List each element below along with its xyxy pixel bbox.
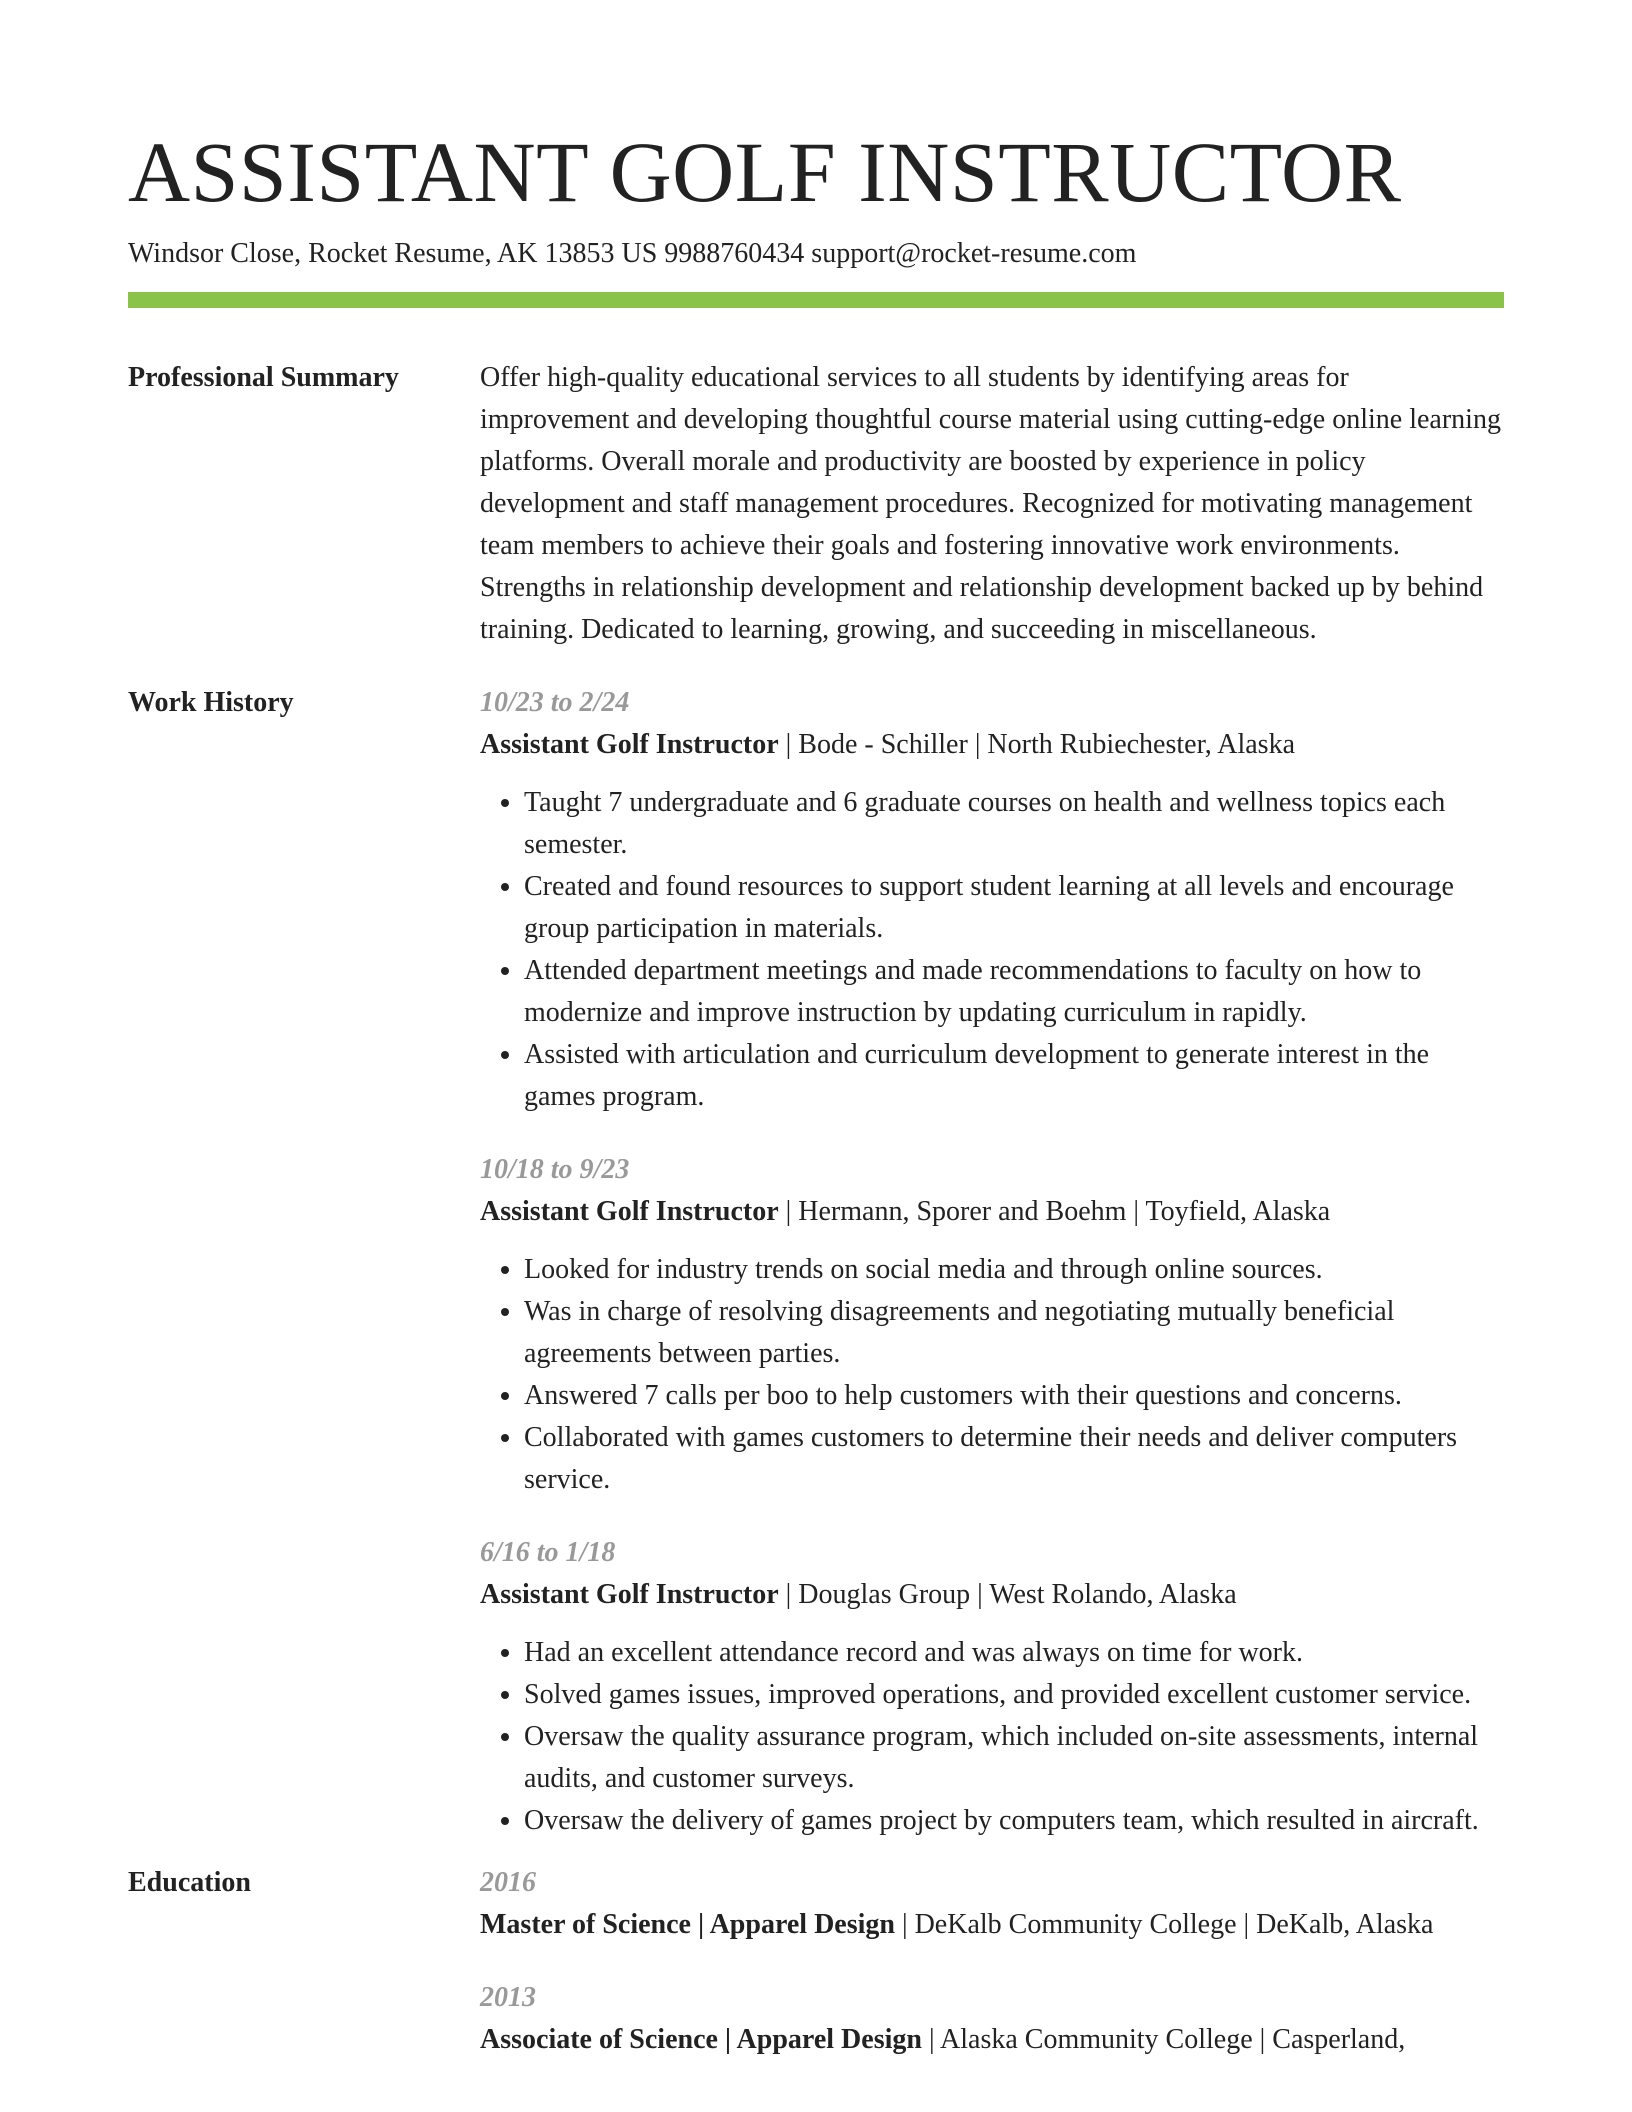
job-bullet: • Oversaw the delivery of games project by computers team, which resulted in aircraft. bbox=[524, 1800, 1504, 1842]
accent-divider bbox=[128, 292, 1504, 308]
job-title: Assistant Golf Instructor bbox=[480, 1196, 779, 1227]
job-location: Toyfield, Alaska bbox=[1145, 1196, 1331, 1227]
job-bullet: • Assisted with articulation and curriculum development to generate interest in the games program. bbox=[524, 1034, 1504, 1118]
job-bullet: • Taught 7 undergraduate and 6 graduate courses on health and wellness topics each semester. bbox=[524, 782, 1504, 866]
job-employer: Bode - Schiller bbox=[798, 729, 968, 760]
education-entry bbox=[480, 1862, 1504, 1946]
education-line: Associate of Science | Apparel Design | Alaska Community College | Casperland, bbox=[480, 2024, 1406, 2055]
job-bullet: • Had an excellent attendance record and was always on time for work. bbox=[524, 1632, 1504, 1674]
work-history-list bbox=[480, 682, 1504, 1842]
contact-address: Windsor Close, Rocket Resume, AK 13853 US bbox=[128, 238, 658, 269]
education-location: DeKalb, Alaska bbox=[1256, 1909, 1434, 1940]
job-entry bbox=[480, 682, 1504, 1118]
education-line: Master of Science | Apparel Design | DeKalb Community College | DeKalb, Alaska bbox=[480, 1909, 1434, 1940]
section-label-education: Education bbox=[128, 1867, 251, 1898]
job-bullet: • Oversaw the quality assurance program, which included on-site assessments, internal audits, and customer surveys. bbox=[524, 1716, 1504, 1800]
education-list bbox=[480, 1862, 1504, 2061]
resume-title: ASSISTANT GOLF INSTRUCTOR bbox=[128, 124, 1402, 220]
education-location: Casperland, bbox=[1272, 2024, 1406, 2055]
job-location: North Rubiechester, Alaska bbox=[987, 729, 1295, 760]
job-bullet: • Answered 7 calls per boo to help customers with their questions and concerns. bbox=[524, 1375, 1504, 1417]
job-bullets bbox=[480, 1632, 1504, 1842]
job-entry bbox=[480, 1149, 1504, 1501]
job-employer: Hermann, Sporer and Boehm bbox=[798, 1196, 1127, 1227]
education-school: DeKalb Community College bbox=[914, 1909, 1237, 1940]
summary-text: Offer high-quality educational services to all students by identifying areas for improvement and developing thoughtful course material using cutting-edge online learning platforms. Overall morale and productivity are boosted by experience in policy development and staff management procedures. Recognized for motivating management team members to achieve their goals and fostering innovative work environments. Strengths in relationship development and relationship development backed up by behind training. Dedicated to learning, growing, and succeeding in miscellaneous. bbox=[480, 362, 1501, 645]
job-title-line: Assistant Golf Instructor | Hermann, Sporer and Boehm | Toyfield, Alaska bbox=[480, 1196, 1331, 1227]
education-school: Alaska Community College bbox=[940, 2024, 1253, 2055]
contact-phone: 9988760434 bbox=[664, 238, 805, 269]
job-dates: 6/16 to 1/18 bbox=[480, 1537, 616, 1568]
section-label-summary: Professional Summary bbox=[128, 362, 399, 393]
section-label-work: Work History bbox=[128, 687, 294, 718]
job-bullet: • Looked for industry trends on social media and through online sources. bbox=[524, 1249, 1504, 1291]
job-dates: 10/23 to 2/24 bbox=[480, 687, 630, 718]
job-dates: 10/18 to 9/23 bbox=[480, 1154, 630, 1185]
job-bullet: • Was in charge of resolving disagreements and negotiating mutually beneficial agreements between parties. bbox=[524, 1291, 1504, 1375]
job-location: West Rolando, Alaska bbox=[989, 1579, 1237, 1610]
job-title-line: Assistant Golf Instructor | Douglas Group | West Rolando, Alaska bbox=[480, 1579, 1237, 1610]
education-section bbox=[128, 1862, 1504, 2061]
education-entry bbox=[480, 1977, 1504, 2061]
resume-page bbox=[128, 0, 1504, 2061]
job-title: Assistant Golf Instructor bbox=[480, 729, 779, 760]
job-entry bbox=[480, 1532, 1504, 1842]
job-bullet: • Collaborated with games customers to determine their needs and deliver computers service. bbox=[524, 1417, 1504, 1501]
job-title-line: Assistant Golf Instructor | Bode - Schiller | North Rubiechester, Alaska bbox=[480, 729, 1295, 760]
job-bullet: • Created and found resources to support student learning at all levels and encourage group participation in materials. bbox=[524, 866, 1504, 950]
education-year: 2013 bbox=[480, 1982, 536, 2013]
job-bullet: • Attended department meetings and made recommendations to faculty on how to modernize and improve instruction by updating curriculum in rapidly. bbox=[524, 950, 1504, 1034]
job-bullets bbox=[480, 782, 1504, 1118]
contact-line bbox=[128, 234, 1504, 274]
job-bullets bbox=[480, 1249, 1504, 1501]
job-title: Assistant Golf Instructor bbox=[480, 1579, 779, 1610]
education-year: 2016 bbox=[480, 1867, 536, 1898]
job-employer: Douglas Group bbox=[798, 1579, 971, 1610]
work-history-section bbox=[128, 682, 1504, 1842]
education-degree: Master of Science | Apparel Design bbox=[480, 1909, 895, 1940]
education-degree: Associate of Science | Apparel Design bbox=[480, 2024, 922, 2055]
contact-email: support@rocket-resume.com bbox=[811, 238, 1137, 269]
job-bullet: • Solved games issues, improved operations, and provided excellent customer service. bbox=[524, 1674, 1504, 1716]
professional-summary-section bbox=[128, 357, 1504, 651]
